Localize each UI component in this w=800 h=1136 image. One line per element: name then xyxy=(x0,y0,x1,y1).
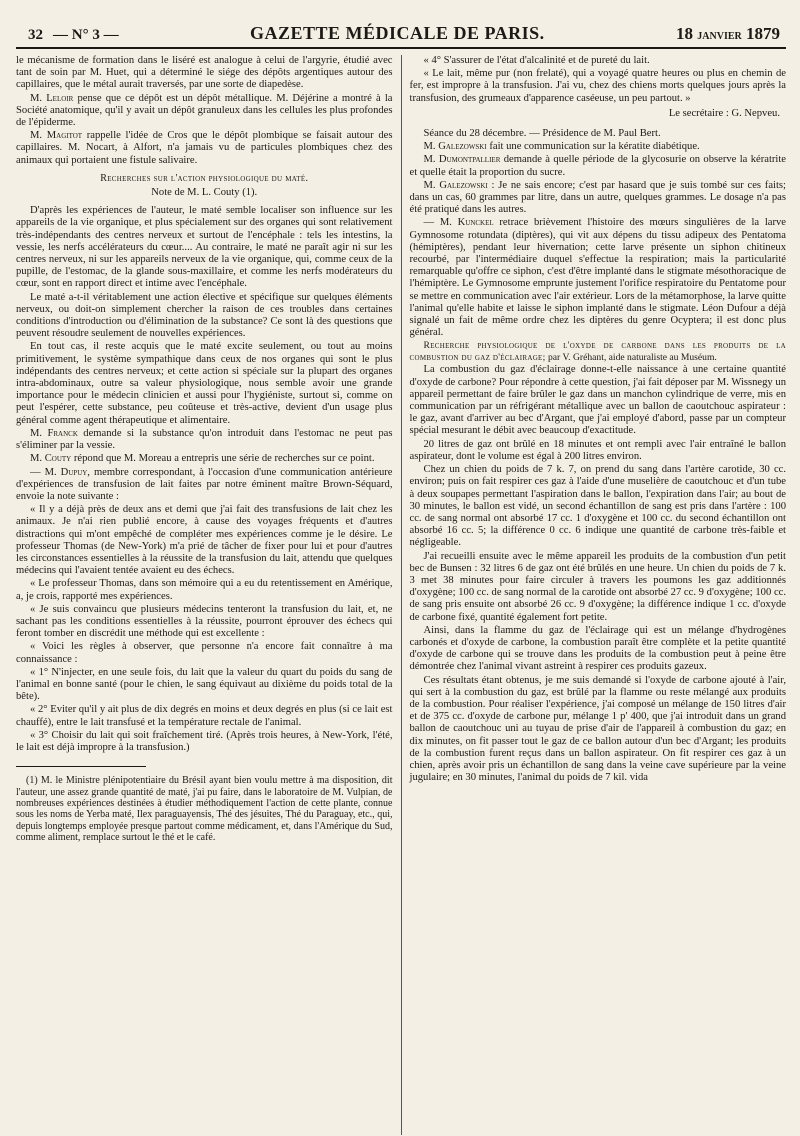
paragraph xyxy=(16,93,393,130)
paragraph: « 1° N'injecter, en une seule fois, du lait que la valeur du quart du poids du sang de l'animal en bonne santé (pour le chien, le sang équivaut au dixième du poids total de la bête). xyxy=(16,666,393,703)
paragraph xyxy=(16,428,393,452)
paragraph: « Voici les règles à observer, que personne n'a encore fait connaître à ma connaissance : xyxy=(16,641,393,665)
speaker-name: M. Galezowski xyxy=(423,141,487,153)
section-note: Note de M. L. Couty (1). xyxy=(151,187,258,199)
paragraph-text: : Je ne sais encore; c'est par hasard que je suis tombé sur ces faits; dans un cas, 60 grammes par litre, dans un autre, quelques grammes. Le dosage n'a pas été pratiqué dans les autres. xyxy=(409,179,786,216)
paragraph xyxy=(16,467,393,504)
footnote-text: (1) M. le Ministre plénipotentiaire du Brésil ayant bien voulu mettre à ma disposition, dit l'auteur, une assez grande quantité de maté, j'ai pu faire, dans le laboratoire de M. Vulpian, de nombreuses expériences destinées à étudier méthodiquement l'action de cette plante, connue sous les noms de Yerba maté, Ilex paraguayensis, Thé des jésuites, Thé du Paraguay, etc., qui, depuis longtemps employée presque partout comme médicament, et, dans l'Amérique du Sud, comme aliment, remplace surtout le thé et le café. xyxy=(16,775,393,844)
footnote xyxy=(16,775,393,843)
paragraph xyxy=(410,141,787,153)
paragraph-text: pense que ce dépôt est un dépôt métallique. M. Déjérine a montré à la Société anatomique, qu'il y avait un dépôt granuleux dans les cellules les plus profondes de l'épiderme. xyxy=(16,92,393,129)
section-title: Recherches sur l'action physiologique du maté. xyxy=(100,172,309,184)
paragraph xyxy=(16,130,393,167)
paragraph: La combustion du gaz d'éclairage donne-t-elle naissance à une certaine quantité d'oxyde de carbone? Pour répondre à cette question, j'ai fait déposer par M. Wissnegy un appareil permettant de faire brûler le gaz dans un manchon cylindrique de verre, mis en communication par un réfrigérant métallique avec un ballon de caoutchouc aspirateur : le gaz, avant d'arriver au bec d'Argant, que j'ai employé d'abord, passe par un compteur spécial mesurant le débit avec beaucoup d'exactitude. xyxy=(409,364,786,437)
paragraph: En tout cas, il reste acquis que le maté excite seulement, ou tout au moins primitivement, le système sympathique dans ceux de nos organes qui sont le plus indépendants des centres nerveux; et cette action si spéciale sur la plupart des organes intra-abdominaux, outre sa valeur physiologique, nous semble avoir une grande importance pour le médecin clinicien et aussi pour l'hygiéniste, surtout si, comme on peut l'espérer, cette substance, peu coûteuse et très-active, devient d'un usage plus général comme agent thérapeutique et alimentaire. xyxy=(16,341,393,426)
paragraph-text: répond que M. Moreau a entrepris une série de recherches sur ce point. xyxy=(71,453,375,465)
speaker-name: — M. Dupuy, xyxy=(30,466,90,478)
section-title-text: Recherche physiologique de l'oxyde de carbone dans les produits de la combustion du gaz d'éclairage; xyxy=(409,340,786,363)
issue-date xyxy=(676,24,780,44)
date-year: 1879 xyxy=(745,24,780,43)
paragraph xyxy=(16,453,393,465)
paragraph: 20 litres de gaz ont brûlé en 18 minutes et ont rempli avec l'air entraîné le ballon aspirateur, dont le volume est égal à 200 litres environ. xyxy=(409,438,786,462)
paragraph-text: membre correspondant, à l'occasion d'une communication antérieure d'expériences de transfusion de lait faites par notre éminent maître Brown-Séquard, envoie la note suivante : xyxy=(16,466,393,502)
paragraph-text: rappelle l'idée de Cros que le dépôt plombique se faisait autour des capillaires. M. Nocart, à Alfort, n'a jamais vu de particules plombiques chez des animaux qui portaient une fistule salivaire. xyxy=(16,130,393,166)
session-heading: Séance du 28 décembre. — Présidence de M. Paul Bert. xyxy=(423,128,661,140)
speaker-name: M. Galezowski xyxy=(423,179,488,191)
paragraph: « Le professeur Thomas, dans son mémoire qui a eu du retentissement en Amérique, a, je crois, rapporté mes expériences. xyxy=(16,578,393,602)
paragraph: Chez un chien du poids de 7 k. 7, on prend du sang dans l'artère carotide, 30 cc. environ; puis on fait respirer ces gaz à l'aide d'une muselière de caoutchouc et d'un tube à deux soupapes permettant l'aspiration dans le ballon, l'expiration dans l'air; au bout de 30 minutes, le ballon est vidé, un second échantillon de sang est pris dans l'artère : 100 cc. de sang normal ont absorbé 17 cc. 1 d'oxygène et 100 cc. du second échantillon ont absorbé 16 cc. 5; la différence 0 cc. 6 indique une quantité de carbone très-faible et négligeable. xyxy=(409,464,786,549)
paragraph: J'ai recueilli ensuite avec le même appareil les produits de la combustion d'un petit bec de Bunsen : 32 litres 6 de gaz ont été brûlés en une heure. Un chien du poids de 7 k. 3 met 38 minutes pour faire circuler à travers les poumons les gaz additionnés d'oxygène; 100 cc. de sang normal de la carotide ont absorbé 27 cc. 9 d'oxygène; 100 cc. de sang pris ensuite ont absorbé 26 cc. 9 d'oxygène; la différence indique 1 cc. d'oxyde de carbone fixé, quantité également fort petite. xyxy=(409,550,786,623)
paragraph: « 4° S'assurer de l'état d'alcalinité et de pureté du lait. xyxy=(423,55,650,66)
speaker-name: — M. Kunckel xyxy=(423,217,494,229)
paragraph xyxy=(410,154,787,178)
paragraph: D'après les expériences de l'auteur, le maté semble localiser son influence sur les appareils de la vie organique, et plus spécialement sur des organes qui sont relativement très-indépendants des centres nerveux et surtout de l'encéphale : tels les intestins, la vessie, les nerfs accélérateurs du cœur.... Au contraire, le maté ne paraît agir ni sur les centres nerveux, ni sur les appareils nerveux de la vie organique, qui, comme ceux de la pupille, de l'estomac, de la glande sous-maxillaire, et comme les nerfs modérateurs du cœur, sont en rapport direct et intime avec l'encéphale. xyxy=(16,205,393,290)
paragraph: « Il y a déjà près de deux ans et demi que j'ai fait des transfusions de lait chez les animaux. Je n'ai rien publié encore, à cause des voyages fréquents et d'autres distractions qui m'ont empêché de compléter mes expériences comme je le désire. Le professeur Thomas (de New-York) m'a prié de tâcher de fixer pour lui et pour d'autres les circonstances essentielles à la réussite de la transfusion du lait, attendu que quelques médecins qui l'avaient tentée avaient eu des échecs. xyxy=(16,504,393,577)
date-month: janvier xyxy=(697,28,742,43)
speaker-name: M. Magitot xyxy=(30,130,83,142)
date-day: 18 xyxy=(676,24,694,43)
speaker-name: M. Dumontpallier xyxy=(423,154,501,166)
paragraph-text: retrace brièvement l'histoire des mœurs singulières de la larve Gymnosome rotundata (diptères), qui vit aux dépens du tissu adipeux des Pentatoma (hémiptères), pendant leur hivernation; cette larve présente un siphon chitineux recourbé, par l'intermédiaire duquel s'effectue la respiration; mais la particularité remarquable qu'offre ce siphon, c'est d'être implanté dans le stigmate mésothoracique de l'hémiptère. Le Gymnosome emprunte justement l'orifice respiratoire du Pentatome pour se mettre en communication avec l'air extérieur. Lors de la métamorphose, la larve quitte l'animal qu'elle habite et laisse le siphon implanté dans le stigmate. Léon Dufour a déjà signalé un fait de même ordre chez les diptères du genre Ocyptera; il est donc plus général. xyxy=(409,217,786,339)
article-columns xyxy=(16,55,786,1135)
paragraph: Le maté a-t-il véritablement une action élective et spécifique sur quelques éléments nerveux, ou doit-on simplement chercher la raison de ces troubles dans certaines conditions d'introduction ou d'élimination de la substance? Ce sont là des questions que peuvent résoudre seulement de nouvelles expériences. xyxy=(16,291,393,340)
paragraph xyxy=(410,217,787,339)
paragraph: Ainsi, dans la flamme du gaz de l'éclairage qui est un mélange d'hydrogènes carbonés et d'oxyde de carbone, la combustion paraît être complète et la petite quantité d'oxyde de carbone qui se trouve dans les produits de la combustion peut à peine être démontrée chez l'animal vivant astreint à respirer ces produits gazeux. xyxy=(409,624,786,673)
header-left xyxy=(28,27,119,44)
footnote-divider xyxy=(16,766,146,767)
secretary-signature: Le secrétaire : G. Nepveu. xyxy=(668,107,780,119)
paragraph: « 3° Choisir du lait qui soit fraîchement tiré. (Après trois heures, à New-York, l'été, le lait est déjà impropre à la transfusion.) xyxy=(16,729,393,753)
issue-number: — N° 3 — xyxy=(53,27,119,43)
section-title xyxy=(410,340,787,363)
journal-title: GAZETTE MÉDICALE DE PARIS. xyxy=(249,23,545,43)
paragraph: « 2° Eviter qu'il y ait plus de dix degrés en moins et deux degrés en plus (si ce lait est chauffé), entre le lait transfusé et la température rectale de l'animal. xyxy=(16,704,393,728)
paragraph-text: fait une communication sur la kératite diabétique. xyxy=(486,141,700,153)
speaker-name: M. Franck xyxy=(30,427,78,439)
paragraph xyxy=(410,180,787,217)
speaker-name: M. Leloir xyxy=(30,92,74,104)
paragraph-text: demande si la substance qu'on introduit dans l'estomac ne peut pas s'éliminer par la vessie. xyxy=(16,427,393,452)
speaker-name: M. Couty xyxy=(30,453,72,465)
paragraph: Ces résultats étant obtenus, je me suis demandé si l'oxyde de carbone ajouté à l'air, qui sert à la combustion du gaz, est brûlé par la flamme ou reste mélangé aux produits de la combustion. Pour réaliser l'expérience, j'ai composé un mélange de 150 litres d'air et de 375 cc. d'oxyde de carbone pur, mélange 1 p' 400, que j'ai introduit dans un grand ballon de caoutchouc uni au tuyau de prise d'air de l'appareil à combustion du gaz; en dix minutes, on fit passer tout le gaz de ce ballon autour d'un bec d'Argant; les produits de la combustion furent reçus dans un ballon aspirateur. On fit respirer ces gaz à un chien, après avoir pris un échantillon de sang dans la veine cave supérieure par la veine jugulaire; en 30 minutes, l'animal du poids de 7 kil. vida xyxy=(409,674,786,784)
page-number: 32 xyxy=(28,27,43,43)
section-author: par V. Gréhant, aide naturaliste au Muséum. xyxy=(548,351,717,363)
paragraph: « Je suis convaincu que plusieurs médecins tenteront la transfusion du lait, et, ne sachant pas les conditions essentielles à la réussite, pourront éprouver des échecs qui feront tomber en discrédit une méthode qui est excellente : xyxy=(16,603,393,640)
paragraph: « Le lait, même pur (non frelaté), qui a voyagé quatre heures ou plus en chemin de fer, est impropre à la transfusion. J'ai vu, chez des chiens morts quelques jours après la transfusion, des grumeaux d'apparence caséeuse, un peu partout. » xyxy=(409,68,786,104)
page-header xyxy=(16,22,786,49)
left-column xyxy=(16,55,401,1135)
paragraph: le mécanisme de formation dans le liséré est analogue à celui de l'argyrie, étudié avec tant de soin par M. Huet, qui a déterminé le siége des dépôts argentiques autour des capillaires, que le métal aurait traversés, par une sorte de diapedèse. xyxy=(16,55,393,91)
right-column xyxy=(401,55,787,1135)
paragraph-text: demande à quelle période de la glycosurie on observe la kératrite et quelle était la proportion du sucre. xyxy=(409,154,786,178)
